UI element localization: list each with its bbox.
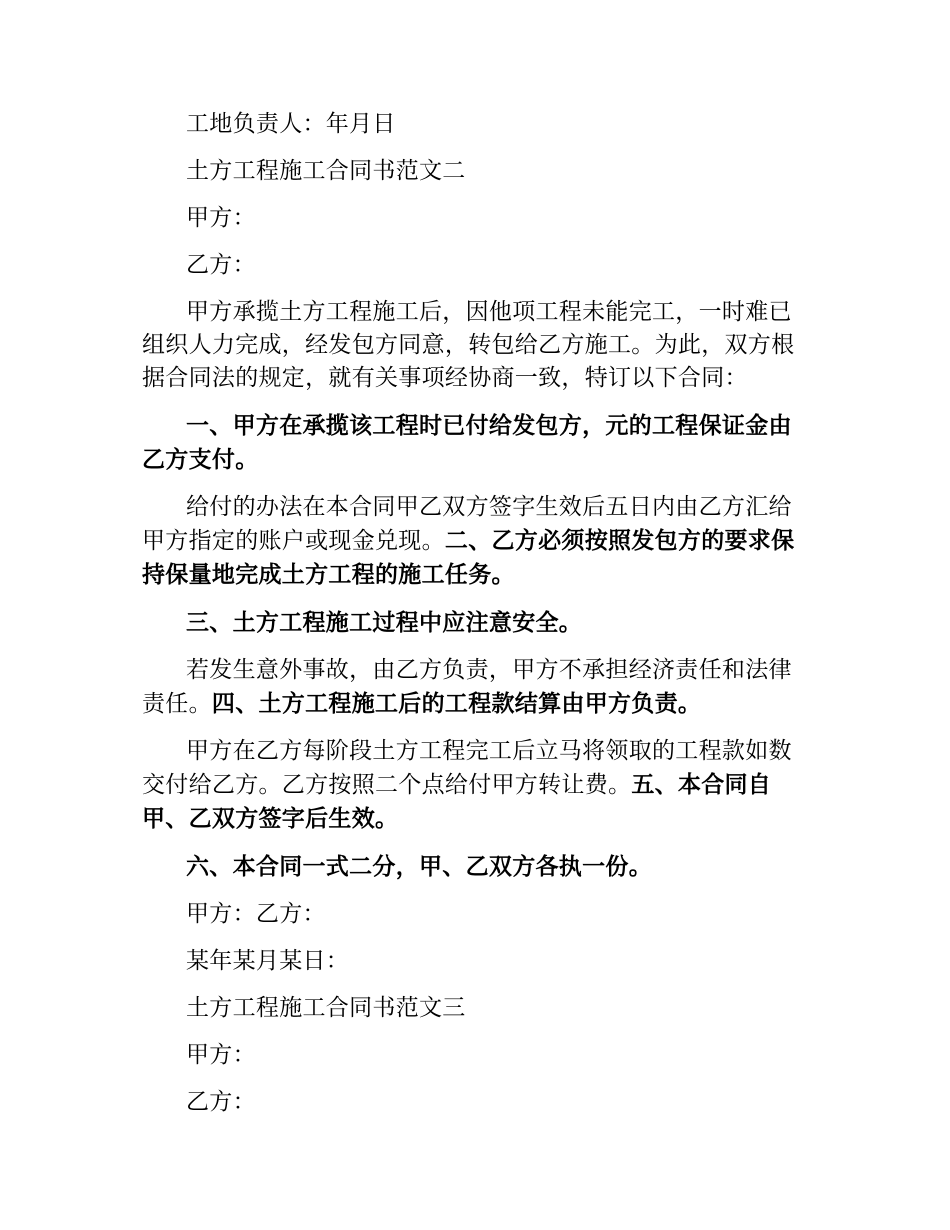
paragraph-date: [142, 945, 814, 978]
paragraph-clause-three: [142, 606, 814, 640]
paragraph-bold-text: 一、甲方在承揽该工程时已付给发包方，元的工程保证金由乙方支付。: [142, 412, 792, 473]
paragraph-party-b-2: [142, 1086, 814, 1119]
paragraph-text: 土方工程施工合同书范文三: [186, 995, 466, 1021]
paragraph-heading-sample-two: [142, 155, 814, 188]
paragraph-heading-sample-three: [142, 992, 814, 1025]
paragraph-text: 某年某月某日：: [186, 948, 350, 974]
paragraph-text: 甲方承揽土方工程施工后，因他项工程未能完工，一时难已组织人力完成，经发包方同意，转包给乙方施工。为此，双方根据合同法的规定，就有关事项经协商一致，特订以下合同：: [142, 299, 795, 391]
paragraph-settlement-clause-five: [142, 735, 814, 836]
paragraph-bold-text: 三、土方工程施工过程中应注意安全。: [186, 609, 583, 636]
paragraph-preamble: [142, 296, 814, 395]
paragraph-party-b: [142, 249, 814, 282]
paragraph-party-a-2: [142, 1039, 814, 1072]
paragraph-clause-one: [142, 409, 814, 477]
paragraph-text: 甲方：乙方：: [186, 901, 326, 927]
paragraph-text: 甲方：: [186, 205, 256, 231]
paragraph-text: 土方工程施工合同书范文二: [186, 158, 466, 184]
paragraph-text: 给付的办法在本合同甲乙双方签字生效后五日内由乙方汇给甲方指定的账户或现金兑现。: [142, 494, 792, 554]
paragraph-text: 若发生意外事故，由乙方负责，甲方不承担经济责任和法律责任。: [142, 657, 792, 717]
paragraph-text: 乙方：: [186, 252, 256, 278]
paragraph-bold-text: 六、本合同一式二分，甲、乙双方各执一份。: [186, 853, 652, 880]
paragraph-text: 甲方在乙方每阶段土方工程完工后立马将领取的工程款如数交付给乙方。乙方按照二个点给付甲方转让费。: [142, 738, 792, 798]
paragraph-signatures: [142, 898, 814, 931]
paragraph-payment-clause-two: [142, 491, 814, 592]
paragraph-text: 工地负责人：年月日: [186, 111, 396, 137]
paragraph-site-manager: [142, 108, 814, 141]
paragraph-bold-text: 二、乙方必须按照发包方的要求保持保量地完成土方工程的施工任务。: [142, 527, 795, 588]
paragraph-bold-text: 四、土方工程施工后的工程款结算由甲方负责。: [211, 690, 702, 717]
paragraph-party-a: [142, 202, 814, 235]
paragraph-text: 甲方：: [186, 1042, 256, 1068]
paragraph-text: 乙方：: [186, 1089, 256, 1115]
document-body: [142, 108, 814, 1133]
paragraph-clause-six: [142, 850, 814, 884]
paragraph-accident-clause-four: [142, 654, 814, 721]
paragraph-bold-text: 五、本合同自甲、乙双方签字后生效。: [142, 771, 772, 832]
